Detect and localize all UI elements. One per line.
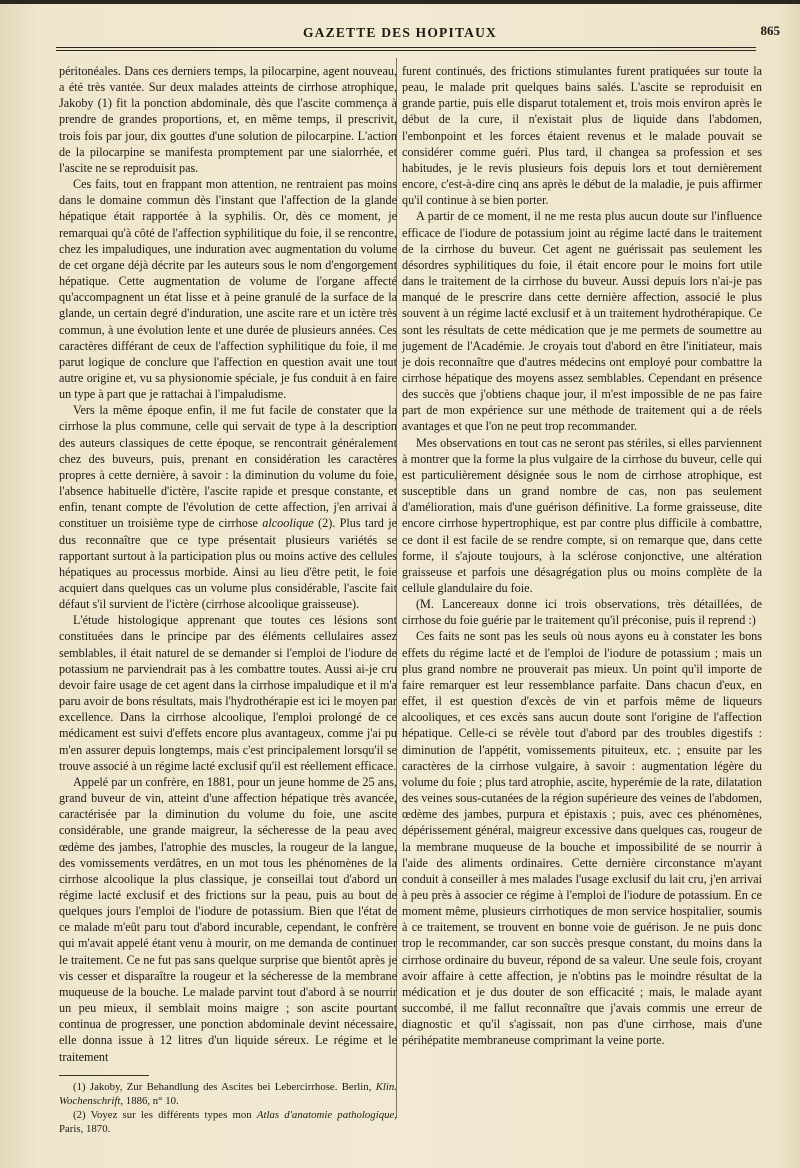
left-column [59, 63, 397, 1136]
page-header [20, 20, 780, 44]
paragraph: Appelé par un confrère, en 1881, pour un jeune homme de 25 ans, grand buveur de vin, atteint d'une affection hépatique très avancée, caractérisée par la diminution du volume du foie, une ascite considérable, une grande maigreur, la sécheresse de la peau avec œdème des jambes, l'atrophie des muscles, la rougeur de la langue, des vomissements verdâtres, en un mot tous les phénomènes de la cirrhose alcoolique la plus classique, je conseillai tout d'abord un régime lacté exclusif et des frictions sur la peau, puis au bout de quelques jours l'emploi de l'iodure de potassium. Bien que l'état de ce malade m'eût paru tout d'abord incurable, cependant, le confrère qui m'avait appelé étant venu à mourir, on me demanda de continuer le traitement. Ce ne fut pas sans quelque surprise que bientôt après je vis cesser et disparaître la rougeur et la sécheresse de la membrane muqueuse de la bouche. Le malade parvint tout d'abord à se nourrir un peu mieux, il semblait moins maigre ; son ascite pourtant continua de progresser, une ponction abdominale devint nécessaire, elle donna issue à 12 litres d'un liquide séreux. Le régime et le traitement [59, 774, 397, 1064]
paragraph: péritonéales. Dans ces derniers temps, la pilocarpine, agent nouveau, a été très vantée. Sur deux malades atteints de cirrhose atrophique, Jakoby (1) fit la ponction abdominale, dès que l'ascite commença à prendre de grandes proportions, et, en même temps, il prescrivit, trois fois par jour, dix gouttes d'une solution de pilocarpine. L'action de la pilocarpine se manifesta promptement par une sialorrhée, et l'ascite ne se reproduisit pas. [59, 64, 397, 175]
right-column [402, 63, 762, 1049]
paragraph: furent continués, des frictions stimulantes furent pratiquées sur toute la peau, le malade prit quelques bains salés. L'ascite se reproduisit en grande partie, puis elle disparut totalement et, trois mois environ après le début de la cure, il n'existait plus de liquide dans l'abdomen, l'embonpoint et les forces étaient revenus et le malade pouvait se considérer comme guéri. Plus tard, il changea sa profession et ses habitudes, je le revis plusieurs fois depuis lors et tout dernièrement encore, c'est-à-dire cinq ans après le début de la maladie, je puis affirmer qu'il continue à se bien porter. [402, 64, 762, 208]
footnote-2 [59, 1108, 397, 1136]
paragraph: A partir de ce moment, il ne me resta plus aucun doute sur l'influence efficace de l'iodure de potassium joint au régime lacté dans le traitement de la cirrhose du buveur. Cet agent ne guérissait pas seulement les désordres syphilitiques du foie, il était encore pour le moins fort utile dans le traitement de la cirrhose du buveur. Aussi depuis lors n'ai-je pas manqué de le prescrire dans cette dernière affection, associé le plus souvent à un régime lacté exclusif et à un traitement hydrothérapique. Ce sont les résultats de cette médication que je me permets de soumettre au jugement de l'Académie. Je croyais tout d'abord en être l'initiateur, mais je dois reconnaître que d'autres médecins ont employé pour combattre la cirrhose hépatique des moyens assez semblables. Cependant en présence des succès que j'obtiens chaque jour, il m'est impossible de ne pas faire part de mon expérience sur une méthode de traitement qui a de réels avantages et que l'on ne peut trop recommander. [402, 209, 762, 434]
footnote-rule [59, 1075, 149, 1076]
footnote-text: (1) Jakoby, Zur Behandlung des Ascites bei Lebercirrhose. Berlin, [73, 1080, 376, 1093]
page-number: 865 [760, 23, 780, 38]
paragraph: Ces faits, tout en frappant mon attention, ne rentraient pas moins dans le domaine commun dès l'instant que l'affection de la glande hépatique était rapportée à la syphilis. Or, dès ce moment, je remarquai qu'à côté de l'affection syphilitique du foie, il se rencontre, chez les impaludiques, une induration avec augmentation du volume de cet organe déjà décrite par les auteurs sous le nom d'engorgement hépatique. Cette augmentation de volume de l'organe affecté qu'accompagnent un état lisse et à peine granulé de la surface de la glande, un certain degré d'induration, une ascite rare et un ictère très commun, à une évolution lente et une durée de plusieurs années. Ces caractères différant de ceux de l'affection syphilitique du foie, il me parut logique de conclure que l'affection en question avait une tout autre origine et, vu sa physionomie spéciale, je fus conduit à en faire un type à part que je rattachai à l'impaludisme. [59, 177, 397, 402]
paragraph [59, 402, 397, 612]
italic-term: alcoolique [262, 516, 314, 531]
paragraph: Ces faits ne sont pas les seuls où nous ayons eu à constater les bons effets du régime lacté et de l'emploi de l'iodure de potassium ; mais un plus grand nombre ne prouverait pas mieux. Un point qu'il importe de faire remarquer est leur ressemblance parfaite. Dans chacun d'eux, en effet, il est question d'excès de vin et parfois même de liqueurs alcooliques, et ces excès sans aucun doute sont l'origine de l'affection hépatique. Celle-ci se révèle tout d'abord par des troubles digestifs : diminution de l'appétit, vomissements pituiteux, etc. ; ensuite par les caractères de la cirrhose vulgaire, à savoir : augmentation légère du volume du foie ; plus tard atrophie, ascite, hyperémie de la rate, dilatation des veines sous-cutanées de la région supérieure des veines de l'abdomen, œdème des jambes, purpura et épistaxis ; puis, avec ces phénomènes, dépérissement général, maigreur excessive dans quelques cas, rougeur de la membrane muqueuse de la bouche et impossibilité de se nourrir à l'aide des aliments ordinaires. Cette dernière circonstance m'ayant conduit à conseiller à mes malades l'usage exclusif du lait cru, j'en arrivai à peu près à associer ce régime à l'emploi de l'iodure de potassium. En ce moment même, plusieurs cirrhotiques de mon service hospitalier, soumis à ce traitement, se trouvent en bonne voie de guérison. Je ne puis donc trop le recommander, car son succès presque constant, du moins dans la cirrhose ordinaire du buveur, répond de sa valeur. Une seule fois, croyant avoir affaire à cette affection, je n'obtins pas le moindre résultat de la médication et je dus douter de son efficacité ; mais, le malade ayant succombé, il me fallut reconnaître que j'avais commis une erreur de diagnostic et qu'il s'agissait, non pas d'une cirrhose, mais d'une périhépatite membraneuse comprimant la veine porte. [402, 629, 762, 1048]
footnotes [59, 1080, 397, 1136]
footnote-text: , Paris, 1870. [59, 1108, 397, 1135]
paragraph-text: (2). Plus tard je dus reconnaître que ce type présentait plusieurs variétés se rapportant surtout à la participation plus ou moins active des cellules hépatiques au processus morbide. Ainsi au lieu d'être petit, le foie acquiert dans quelques cas un volume plus considérable, l'ascite fait défaut s'il survient de l'ictère (cirrhose alcoolique graisseuse). [59, 516, 397, 612]
header-rule [56, 47, 756, 48]
running-title: GAZETTE DES HOPITAUX [302, 25, 498, 40]
paragraph: Mes observations en tout cas ne seront pas stériles, si elles parviennent à montrer que la forme la plus vulgaire de la cirrhose du buveur, celle qui est particulièrement désignée sous le nom de cirrhose atrophique, est susceptible dans un grand nombre de cas, non pas seulement d'amélioration, mais d'une guérison définitive. La forme graisseuse, dite encore cirrhose hypertrophique, est par contre plus difficile à combattre, ce dont il est facile de se rendre compte, si on remarque que, dans cette forme, il s'ajoute toujours, à la sclérose conjonctive, une altération graisseuse et parfois une désagrégation plus ou moins complète de la cellule glandulaire du foie. [402, 435, 762, 595]
paragraph-text: Vers la même époque enfin, il me fut facile de constater que la cirrhose la plus commune, celle qui servait de type à la description des auteurs classiques de cette époque, se rencontrait généralement chez des buveurs, puis, prenant en considération les caractères propres à cette dernière, à savoir : la diminution du volume du foie, l'absence habituelle d'ictère, l'ascite rapide et presque constante, et enfin, tenant compte de l'évolution de cette affection, j'en arrivai à constituer un troisième type de cirrhose [59, 403, 397, 531]
footnote-italic: Atlas d'anatomie pathologique [256, 1108, 395, 1121]
footnote-italic: Klin. Wochenschrift [59, 1080, 397, 1107]
header-rule-double [56, 50, 756, 51]
paragraph: L'étude histologique apprenant que toutes ces lésions sont constituées dans le principe par des éléments cellulaires assez semblables, il était naturel de se demander si l'emploi de l'iodure de potassium ne parviendrait pas à les combattre toutes. Aussi ai-je cru devoir faire usage de cet agent dans la cirrhose impaludique et il m'a paru avoir de bons résultats, mais l'hydrothérapie est ici le moyen par excellence. Dans la cirrhose alcoolique, l'emploi prolongé de ce médicament est suivi d'effets encore plus avantageux, comme j'ai pu m'en assurer depuis longtemps, mais c'est principalement lorsqu'il se trouve associé à un régime lacté exclusif qu'il est réellement efficace. [59, 613, 397, 773]
footnote-1 [59, 1080, 397, 1108]
footnote-text: (2) Voyez sur les différents types mon [73, 1108, 257, 1121]
paragraph: (M. Lancereaux donne ici trois observations, très détaillées, de cirrhose du foie guérie par le traitement qu'il préconise, puis il reprend :) [402, 597, 762, 628]
top-border [0, 0, 800, 4]
footnote-text: , 1886, n° 10. [120, 1094, 179, 1107]
